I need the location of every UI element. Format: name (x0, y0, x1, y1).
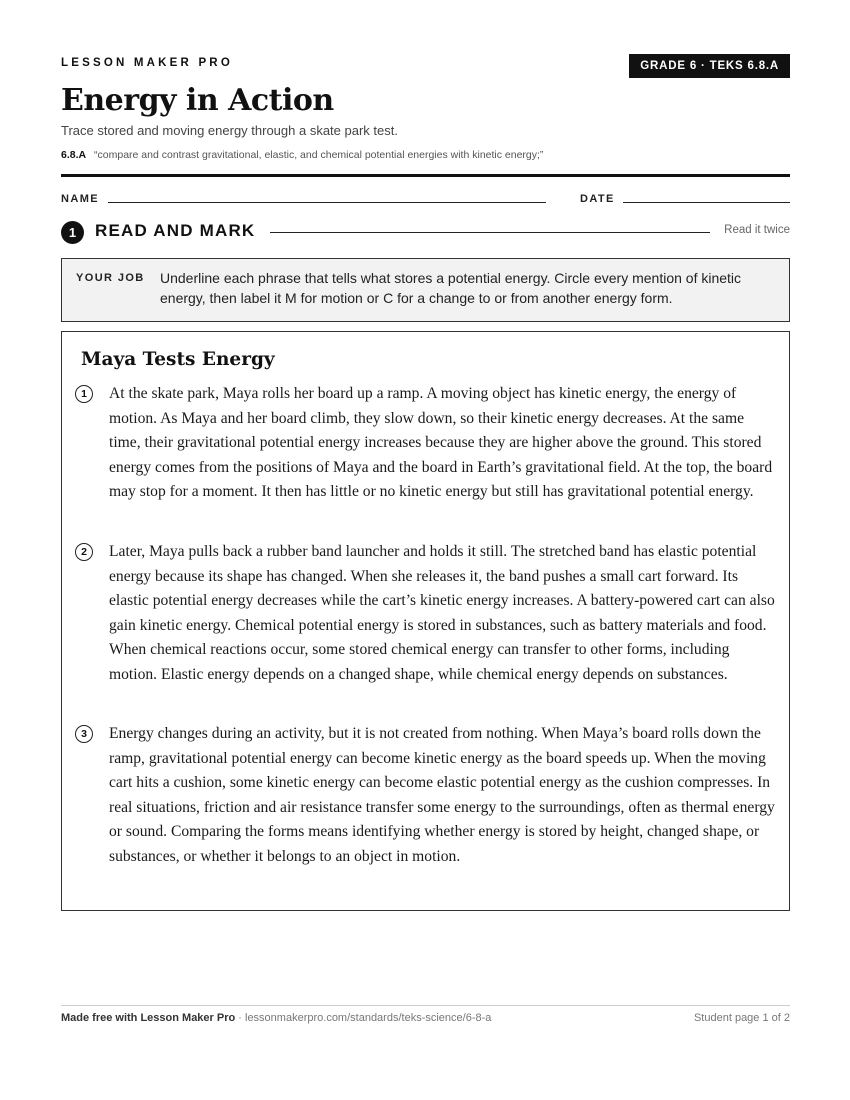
paragraph-number: 2 (75, 543, 93, 561)
standard-code: 6.8.A (61, 149, 87, 161)
grade-badge: GRADE 6 · TEKS 6.8.A (629, 54, 790, 78)
brand-name: LESSON MAKER PRO (61, 57, 233, 69)
your-job-label: YOUR JOB (76, 272, 145, 284)
paragraph-number: 3 (75, 725, 93, 743)
paragraph-text: Later, Maya pulls back a rubber band launcher and holds it still. The stretched band has elastic potential energy because its shape has changed. When she releases it, the band pushes a small cart forward. Its elastic potential energy decreases while the cart’s kinetic energy increases. A battery-powered cart can also gain kinetic energy. Chemical potential energy is stored in substances, such as battery materials and food. When chemical reactions occur, some stored chemical energy can transfer to other forms, including motion. Elastic energy depends on a changed shape, while chemical energy depends on substances. (109, 543, 775, 683)
footer-credit: Made free with Lesson Maker Pro (61, 1012, 236, 1024)
footer-url[interactable]: · lessonmakerpro.com/standards/teks-science/6-8-a (238, 1012, 492, 1024)
section-hint: Read it twice (724, 224, 790, 236)
page-indicator: Student page 1 of 2 (693, 1012, 790, 1024)
standard-text: “compare and contrast gravitational, elastic, and chemical potential energies with kinetic energy;” (94, 149, 544, 161)
date-field[interactable] (623, 202, 790, 203)
worksheet-page (61, 0, 790, 1100)
page-title: Energy in Action (61, 83, 334, 118)
footer-divider (61, 1005, 790, 1006)
reading-passage (61, 331, 790, 911)
passage-title: Maya Tests Energy (81, 349, 275, 370)
header-divider (61, 174, 790, 177)
paragraph-text: At the skate park, Maya rolls her board up a ramp. A moving object has kinetic energy, the energy of motion. As Maya and her board climb, they slow down, so their kinetic energy decreases. At the same time, their gravitational potential energy increases because they are higher above the ground. This stored energy comes from the positions of Maya and the board in Earth’s gravitational field. At the top, the board may stop for a moment. It then has little or no kinetic energy but still has gravitational potential energy. (109, 385, 773, 501)
name-label: NAME (61, 193, 99, 205)
your-job-box (61, 258, 790, 322)
standard-line (61, 149, 543, 161)
name-field[interactable] (108, 202, 546, 203)
section-number-badge: 1 (61, 221, 84, 244)
your-job-instructions: Underline each phrase that tells what stores a potential energy. Circle every mention of kinetic energy, then label it M for motion or C for a change to or from another energy form. (160, 270, 742, 306)
section-title: READ AND MARK (95, 221, 256, 240)
page-subtitle: Trace stored and moving energy through a skate park test. (61, 123, 398, 138)
paragraph-text: Energy changes during an activity, but it is not created from nothing. When Maya’s board rolls down the ramp, gravitational potential energy can become kinetic energy as the board speeds up. When the moving cart hits a cushion, some kinetic energy can become elastic potential energy as the cushion compresses. In real situations, friction and air resistance transfer some energy to the surroundings, often as thermal energy or sound. Comparing the forms means identifying whether energy is stored by height, changed shape, or substances, or whether it belongs to an object in motion. (109, 725, 775, 865)
footer-credit-line (61, 1012, 491, 1024)
paragraph-number: 1 (75, 385, 93, 403)
section-heading (61, 220, 790, 244)
section-rule (270, 232, 710, 233)
date-label: DATE (580, 193, 615, 205)
